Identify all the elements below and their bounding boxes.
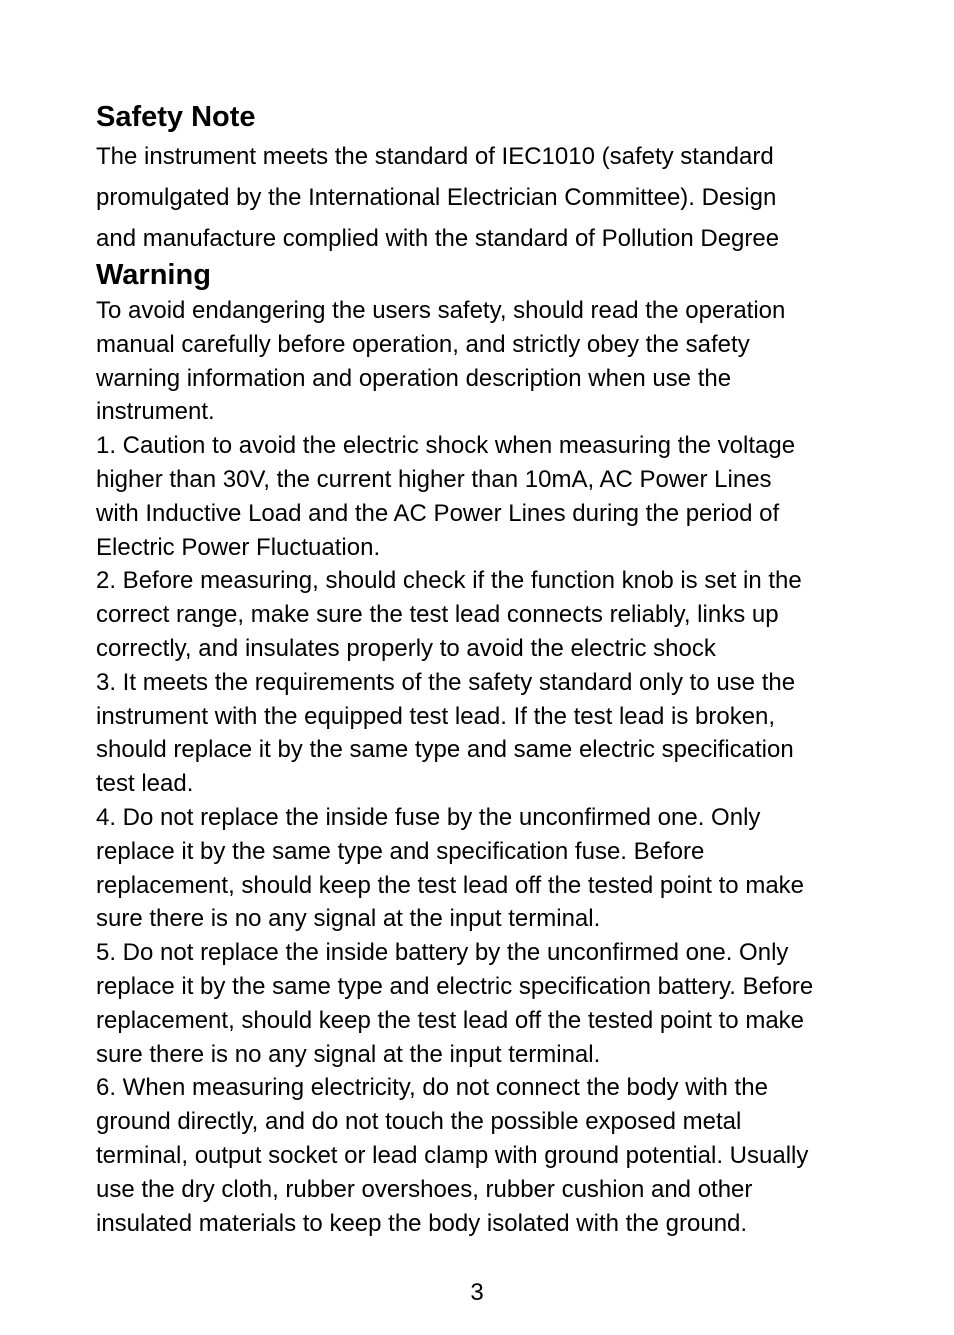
warning-paragraph: To avoid endangering the users safety, should read the operation manual carefully before operation, and strictly obey the safety warning information and operation description when use the instrument. 1. Caution to avoid the electric shock when measuring the voltage higher than 30V, the current higher than 10mA, AC Power Lines with Inductive Load and the AC Power Lines during the period of Electric Power Fluctuation. 2. Before measuring, should check if the function knob is set in the correct range, make sure the test lead connects reliably, links up correctly, and insulates properly to avoid the electric shock 3. It meets the requirements of the safety standard only to use the instrument with the equipped test lead. If the test lead is broken, should replace it by the same type and same electric specification test lead. 4. Do not replace the inside fuse by the unconfirmed one. Only replace it by the same type and specification fuse. Before replacement, should keep the test lead off the tested point to make sure there is no any signal at the input terminal. 5. Do not replace the inside battery by the unconfirmed one. Only replace it by the same type and electric specification battery. Before replacement, should keep the test lead off the tested point to make sure there is no any signal at the input terminal. 6. When measuring electricity, do not connect the body with the ground directly, and do not touch the possible exposed metal terminal, output socket or lead clamp with ground potential. Usually use the dry cloth, rubber overshoes, rubber cushion and other insulated materials to keep the body isolated with the ground. xyxy=(96,297,814,1237)
safety-note-paragraph: The instrument meets the standard of IEC1010 (safety standard promulgated by the International Electrician Committee). Design and manufacture complied with the standard of Pollution Degree xyxy=(96,143,780,252)
page-number: 3 xyxy=(470,1279,484,1306)
safety-note-heading: Safety Note xyxy=(96,101,256,133)
manual-page xyxy=(96,98,916,1240)
warning-heading: Warning xyxy=(96,259,211,291)
